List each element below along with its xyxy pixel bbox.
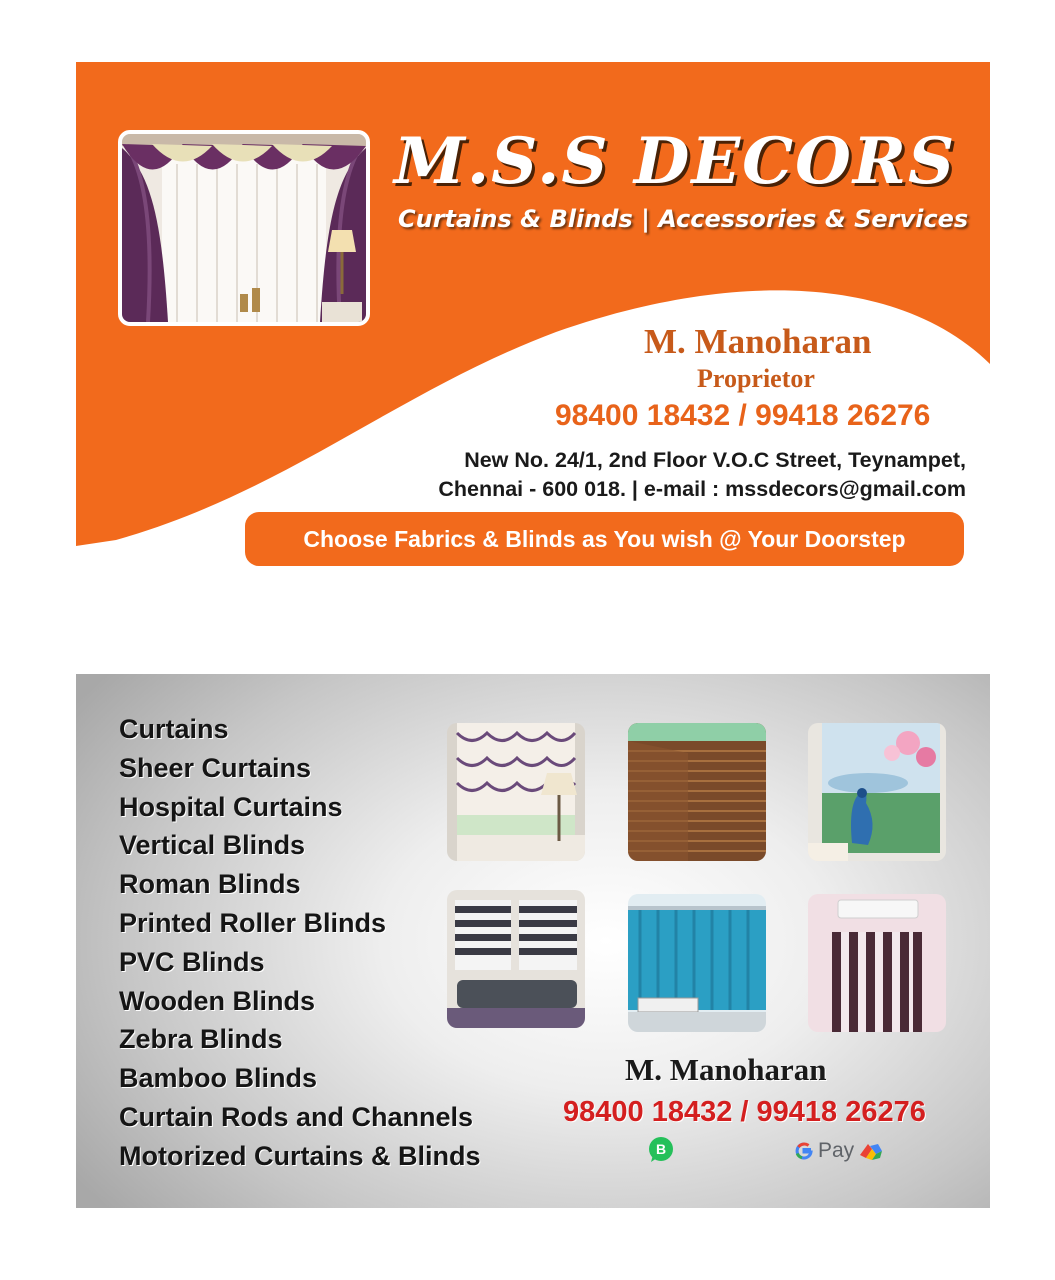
address-line-1: New No. 24/1, 2nd Floor V.O.C Street, Teynampet, [464,448,966,472]
address-line-2: Chennai - 600 018. | e-mail : mssdecors@gmail.com [438,477,966,501]
whatsapp-business-icon [647,1136,675,1164]
bamboo-blind-photo [628,723,766,861]
svg-text:B: B [655,1141,667,1157]
google-g-icon [794,1141,814,1161]
service-item: Hospital Curtains [119,791,343,822]
printed-roller-blind-photo [808,723,946,861]
slogan-banner: Choose Fabrics & Blinds as You wish @ Your Doorstep [245,512,964,566]
service-item: Roman Blinds [119,869,301,900]
zebra-blind-photo [447,890,585,1028]
service-item: Curtains [119,714,229,744]
back-owner-name: M. Manoharan [625,1052,827,1087]
service-item: Curtain Rods and Channels [119,1101,474,1132]
hospital-curtain-photo [628,894,766,1032]
google-pay-badge [794,1138,884,1164]
service-item: Wooden Blinds [119,985,315,1016]
phone-numbers: 98400 18432 / 99418 26276 [555,399,931,432]
owner-name: M. Manoharan [644,322,872,361]
brand-name: M.S.S DECORS [394,124,957,199]
services-list [119,710,481,1176]
service-item: Motorized Curtains & Blinds [119,1140,481,1171]
service-item: PVC Blinds [119,946,265,977]
gpay-label: Pay [818,1139,855,1162]
back-card [76,674,990,1208]
brand-tagline: Curtains & Blinds | Accessories & Services [398,205,969,233]
service-item: Bamboo Blinds [119,1063,318,1094]
service-item: Printed Roller Blinds [119,907,387,938]
service-item: Sheer Curtains [119,752,312,783]
curtain-hero-photo [118,130,370,326]
back-phone-numbers: 98400 18432 / 99418 26276 [563,1096,926,1128]
owner-role: Proprietor [697,364,815,393]
service-item: Zebra Blinds [119,1024,283,1055]
google-pay-icon [858,1141,884,1161]
front-card [76,62,990,592]
service-item: Vertical Blinds [119,830,306,861]
roman-blind-photo [447,723,585,861]
vertical-blind-photo [808,894,946,1032]
